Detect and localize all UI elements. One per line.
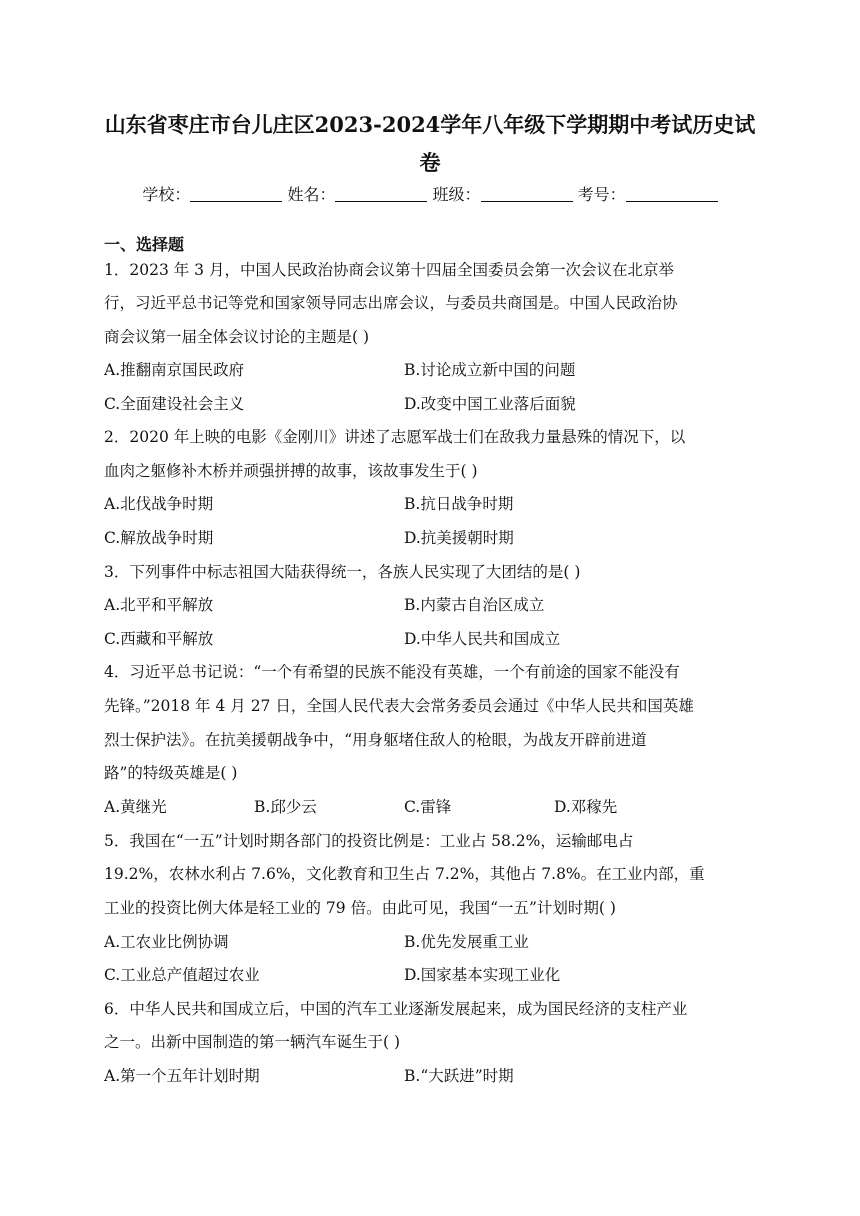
- question-5-option-c: C.工业总产值超过农业: [104, 966, 260, 984]
- question-4-line-3: 烈士保护法》。在抗美援朝战争中，“用身躯堵住敌人的枪眼，为战友开辟前进道: [104, 731, 647, 749]
- question-3-line-1: 3．下列事件中标志祖国大陆获得统一，各族人民实现了大团结的是( ): [104, 563, 581, 581]
- question-6-option-b: B.“大跃进”时期: [404, 1067, 514, 1085]
- question-4-option-c: C.雷锋: [404, 798, 452, 816]
- question-3-option-b: B.内蒙古自治区成立: [404, 596, 545, 614]
- question-3-option-a: A.北平和平解放: [104, 596, 214, 614]
- question-2-option-d: D.抗美援朝时期: [404, 529, 514, 547]
- question-4-option-b: B.邱少云: [254, 798, 317, 816]
- question-1-line-1: 1．2023 年 3 月，中国人民政治协商会议第十四届全国委员会第一次会议在北京举: [104, 261, 674, 279]
- question-5-option-b: B.优先发展重工业: [404, 933, 529, 951]
- class-blank: [481, 183, 573, 202]
- question-6-option-a: A.第一个五年计划时期: [104, 1067, 260, 1085]
- question-1-option-c: C.全面建设社会主义: [104, 395, 245, 413]
- question-1-option-a: A.推翻南京国民政府: [104, 361, 245, 379]
- question-1-option-b: B.讨论成立新中国的问题: [404, 361, 576, 379]
- title-line-2: 卷: [419, 150, 441, 175]
- question-5-line-2: 19.2%，农林水利占 7.6%，文化教育和卫生占 7.2%，其他占 7.8%。在工业内部，重: [104, 865, 705, 883]
- class-label: 班级：: [432, 185, 481, 204]
- question-4-option-a: A.黄继光: [104, 798, 167, 816]
- exam-no-label: 考号：: [577, 185, 626, 204]
- school-label: 学校：: [142, 185, 191, 204]
- question-1-line-2: 行，习近平总书记等党和国家领导同志出席会议，与委员共商国是。中国人民政治协: [104, 294, 678, 312]
- question-5-option-a: A.工农业比例协调: [104, 933, 229, 951]
- question-4-line-4: 路”的特级英雄是( ): [104, 764, 238, 782]
- page-title: [90, 106, 770, 182]
- question-6-line-2: 之一。出新中国制造的第一辆汽车诞生于( ): [104, 1033, 401, 1051]
- question-2-line-1: 2．2020 年上映的电影《金刚川》讲述了志愿军战士们在敌我力量悬殊的情况下，以: [104, 428, 686, 446]
- name-label: 姓名：: [287, 185, 336, 204]
- question-5-option-d: D.国家基本实现工业化: [404, 966, 561, 984]
- question-5-line-3: 工业的投资比例大体是轻工业的 79 倍。由此可见，我国“一五”计划时期( ): [104, 899, 616, 917]
- section-title: 一、选择题: [104, 235, 185, 254]
- question-3-option-c: C.西藏和平解放: [104, 630, 214, 648]
- student-info-row: [0, 183, 860, 207]
- title-line-1: 山东省枣庄市台儿庄区2023-2024学年八年级下学期期中考试历史试: [104, 112, 756, 137]
- question-3-option-d: D.中华人民共和国成立: [404, 630, 561, 648]
- question-1-option-d: D.改变中国工业落后面貌: [404, 395, 576, 413]
- question-5-line-1: 5．我国在“一五”计划时期各部门的投资比例是：工业占 58.2%，运输邮电占: [104, 832, 634, 850]
- name-blank: [335, 183, 427, 202]
- question-2-option-a: A.北伐战争时期: [104, 495, 214, 513]
- question-2-option-c: C.解放战争时期: [104, 529, 214, 547]
- exam-no-blank: [626, 183, 718, 202]
- question-1-line-3: 商会议第一届全体会议讨论的主题是( ): [104, 328, 370, 346]
- question-6-line-1: 6．中华人民共和国成立后，中国的汽车工业逐渐发展起来，成为国民经济的支柱产业: [104, 1000, 688, 1018]
- question-2-line-2: 血肉之躯修补木桥并顽强拼搏的故事，该故事发生于( ): [104, 462, 478, 480]
- school-blank: [190, 183, 282, 202]
- question-4-line-2: 先锋。”2018 年 4 月 27 日，全国人民代表大会常务委员会通过《中华人民共和国英雄: [104, 697, 694, 715]
- question-4-line-1: 4．习近平总书记说：“一个有希望的民族不能没有英雄，一个有前途的国家不能没有: [104, 663, 680, 681]
- question-2-option-b: B.抗日战争时期: [404, 495, 514, 513]
- question-4-option-d: D.邓稼先: [554, 798, 618, 816]
